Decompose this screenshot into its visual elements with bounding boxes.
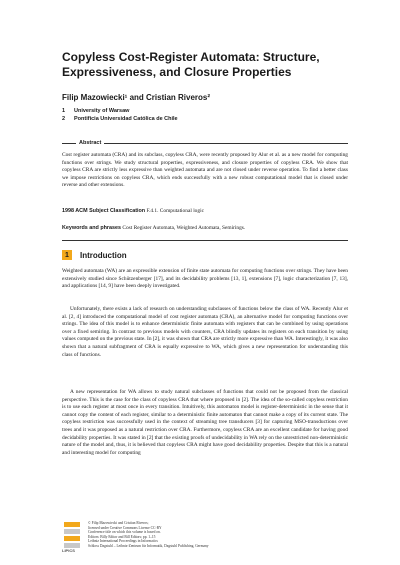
abstract-rule-left (62, 143, 76, 144)
footer-line: licensed under Creative Commons License CC-BY (88, 525, 162, 530)
abstract-end-rule (62, 240, 348, 241)
footer-text (88, 521, 348, 549)
footer-line: Editors: Billy Editor and Bill Editors; pp. 1–15 (88, 534, 156, 539)
footer-line: Schloss Dagstuhl – Leibniz-Zentrum für Informatik, Dagstuhl Publishing, Germany (88, 543, 209, 548)
authors: Filip Mazowiecki¹ and Cristian Riveros² (62, 93, 211, 102)
abstract-rule-right (104, 143, 348, 144)
section-heading (62, 250, 127, 260)
intro-paragraph-2: Unfortunately, there exists a lack of research on understanding subclasses of functions below the class of WA. Recently Alur et al. [2, 4] introduced the computational model of cost register automata (CRA), an alternative model for computing functions over strings. The idea of this model is to enhance deterministic finite automata with registers that can be combined by using operations over a fixed semiring. In contrast to previous models with counters, CRA blindly updates its registers on each transition by using values computed on the previous state. In [2], it was shown that CRA are strictly more expressive than WA. Interestingly, it was also shown that a natural subfragment of CRA is equally expressive to WA, which gives a new representation for understanding this class of functions. (62, 306, 348, 358)
acm-classification (62, 208, 348, 216)
footer-line: Conference title on which this volume is based on. (88, 530, 161, 535)
section-number-box: 1 (62, 250, 72, 260)
lipics-label: LIPICS (62, 548, 75, 553)
intro-paragraph-3: A new representation for WA allows to study natural subclasses of functions that could not be proposed from the classical perspective. This is the case for the class of copyless CRA that where proposed in [2]. The idea of the so-called copyless restriction is to use each register at most once in every transition. Intuitively, this automaton model is register-deterministic in the sense that it cannot copy the content of each register, similar to a deterministic finite automaton that cannot make a copy of its current state. The copyless restriction was successfully used in the context of streaming tree transducers [3] for capturing MSO-transductions over trees and it was proposed as a natural restriction over CRA. Furthermore, copyless CRA are an excellent candidate for having good decidability properties. It was stated in [2] that the existing proofs of undecidability in WA rely on the unrestricted non-deterministic nature of the model and, thus, it is believed that copyless CRA might have good decidability properties. Despite that this is a natural and interesting model for computing (62, 389, 348, 456)
keywords (62, 225, 348, 233)
footer-line: Leibniz International Proceedings in Informatics (88, 539, 158, 544)
acm-label: 1998 ACM Subject Classification (62, 208, 146, 214)
affiliation-name: University of Warsaw (74, 108, 130, 114)
abstract-heading (62, 140, 348, 146)
affiliation-2 (62, 116, 178, 122)
abstract-text: Cost register automata (CRA) and its subclass, copyless CRA, were recently proposed by Alur et al. as a new model for computing functions over strings. We study structural properties, expressiveness, and closure properties of copyless CRA. We show that copyless CRA are strictly less expressive than weighted automata and are not closed under reverse operation. To find a better class we impose restrictions on copyless CRA, which ends successfully with a new robust computational model that is closed under reverse and other extensions. (62, 152, 348, 189)
affiliation-number: 2 (62, 116, 66, 122)
keywords-value: Cost Register Automata, Weighted Automata, Semirings. (122, 225, 246, 231)
affiliation-1 (62, 108, 129, 114)
footer-line: © Filip Mazowiecki and Cristian Riveros; (88, 521, 149, 525)
lipics-logo-icon (62, 521, 82, 551)
affiliation-name: Pontificia Universidad Católica de Chile (74, 116, 178, 122)
acm-value: F.4.1. Computational logic (146, 208, 204, 214)
keywords-label: Keywords and phrases (62, 225, 122, 231)
intro-paragraph-1: Weighted automata (WA) are an expressible extension of finite state automata for computing functions over strings. They have been extensively studied since Schützenberger [17], and its decidability problems [13, 1], extensions [7], logic characterization [7, 13], and applications [14, 9] have been deeply investigated. (62, 268, 348, 290)
section-title: Introduction (80, 250, 127, 260)
affiliation-number: 1 (62, 108, 66, 114)
paper-title: Copyless Cost-Register Automata: Structure, Expressiveness, and Closure Properties (62, 50, 320, 79)
abstract-heading-label: Abstract (79, 140, 102, 146)
